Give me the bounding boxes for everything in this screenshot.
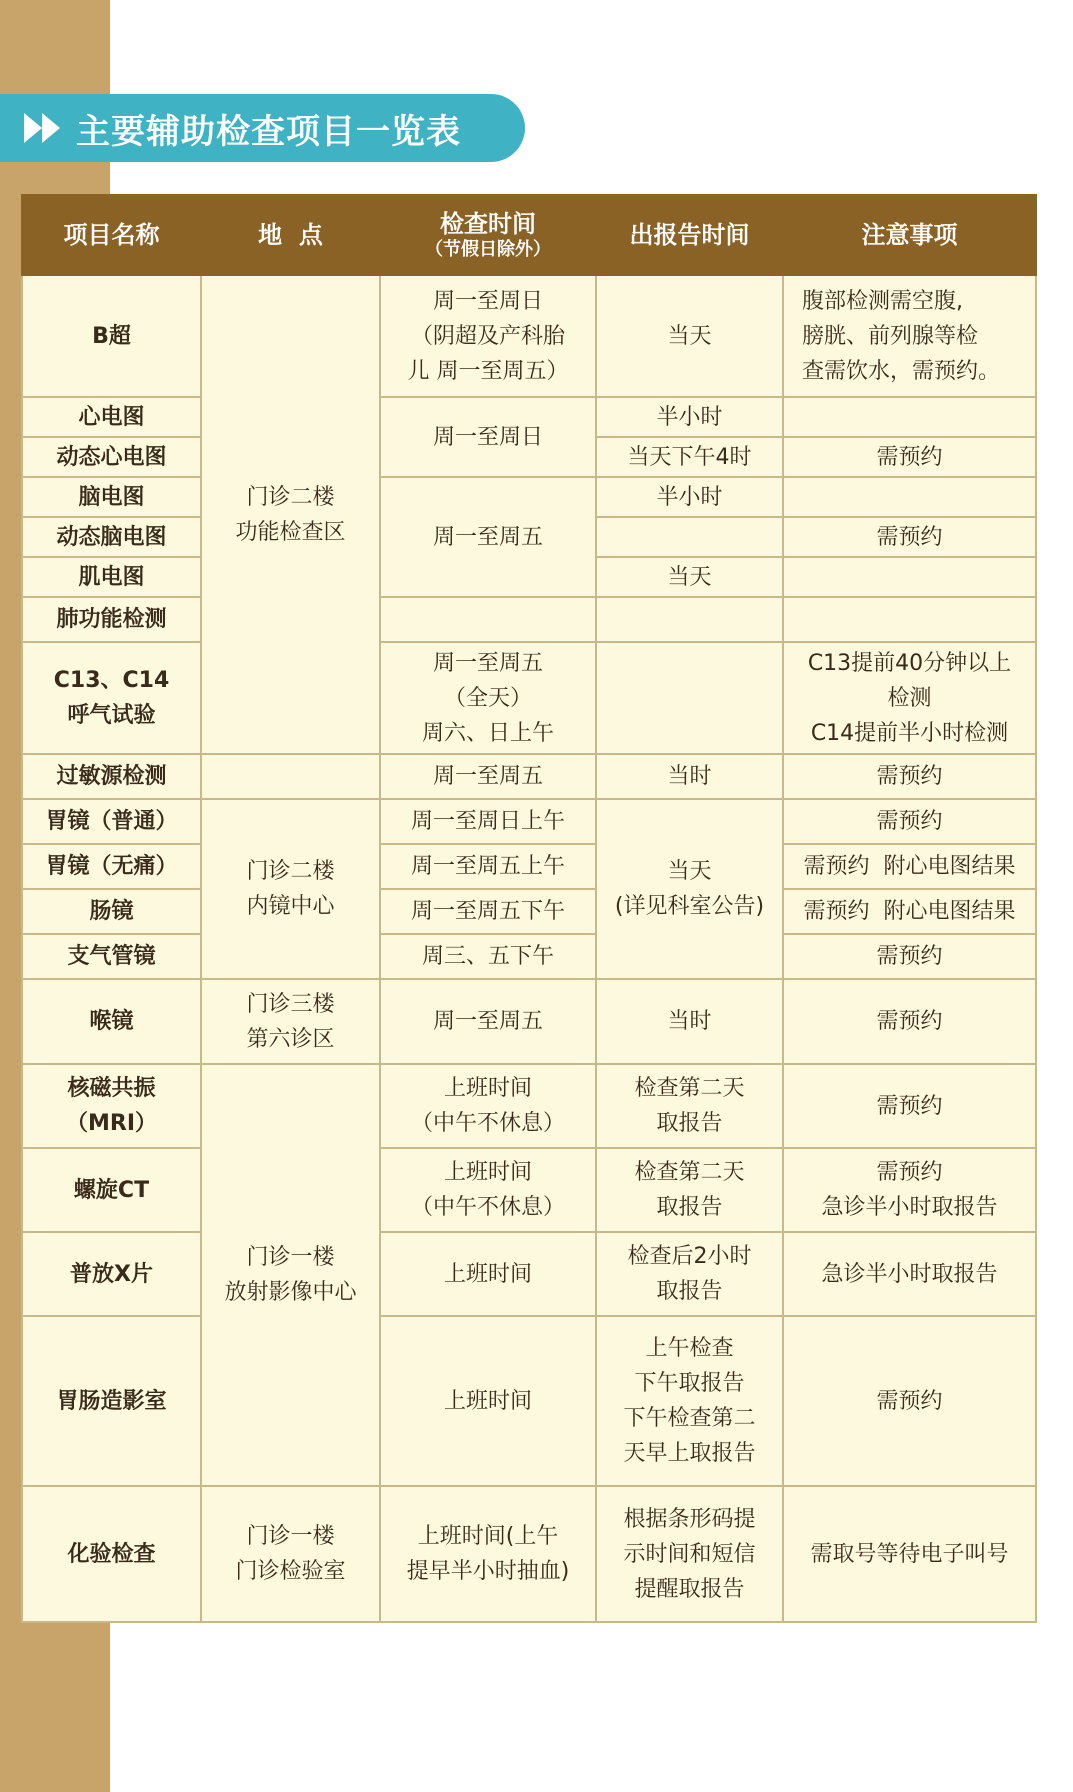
cell-name: 过敏源检测 xyxy=(22,754,201,799)
cell-notes: 需预约 附心电图结果 xyxy=(783,844,1036,889)
cell-name: 肺功能检测 xyxy=(22,597,201,642)
cell-report: 当时 xyxy=(596,754,783,799)
cell-report: 当天 xyxy=(596,275,783,397)
cell-report-merged: 当天 (详见科室公告) xyxy=(596,799,783,979)
cell-time-merged: 周一至周日 xyxy=(380,397,596,477)
header-notes: 注意事项 xyxy=(783,195,1036,275)
cell-name: 脑电图 xyxy=(22,477,201,517)
cell-name: 心电图 xyxy=(22,397,201,437)
cell-time: 上班时间(上午 提早半小时抽血) xyxy=(380,1486,596,1622)
cell-time: 周一至周日上午 xyxy=(380,799,596,844)
cell-name: 核磁共振 （MRI） xyxy=(22,1064,201,1148)
cell-notes xyxy=(783,557,1036,597)
cell-notes: 需预约 附心电图结果 xyxy=(783,889,1036,934)
cell-report xyxy=(596,597,783,642)
cell-location-merged: 门诊一楼 放射影像中心 xyxy=(201,1064,380,1486)
cell-name: 动态心电图 xyxy=(22,437,201,477)
double-arrow-icon xyxy=(22,111,66,145)
cell-time: 周一至周五 xyxy=(380,979,596,1064)
cell-notes: 急诊半小时取报告 xyxy=(783,1232,1036,1316)
cell-notes: C13提前40分钟以上 检测 C14提前半小时检测 xyxy=(783,642,1036,754)
cell-notes: 需预约 急诊半小时取报告 xyxy=(783,1148,1036,1232)
title-banner xyxy=(0,94,525,162)
table-row xyxy=(22,275,1036,397)
cell-name: 螺旋CT xyxy=(22,1148,201,1232)
cell-name: B超 xyxy=(22,275,201,397)
table-row xyxy=(22,754,1036,799)
table-row xyxy=(22,597,1036,642)
cell-notes: 需预约 xyxy=(783,799,1036,844)
cell-report: 当时 xyxy=(596,979,783,1064)
cell-report xyxy=(596,517,783,557)
cell-location: 门诊一楼 门诊检验室 xyxy=(201,1486,380,1622)
cell-time: 上班时间 xyxy=(380,1316,596,1486)
table-row xyxy=(22,1486,1036,1622)
cell-report: 上午检查 下午取报告 下午检查第二 天早上取报告 xyxy=(596,1316,783,1486)
cell-time: 上班时间 （中午不休息） xyxy=(380,1064,596,1148)
cell-time: 周一至周五下午 xyxy=(380,889,596,934)
table-row xyxy=(22,979,1036,1064)
cell-location-merged: 门诊二楼 内镜中心 xyxy=(201,799,380,979)
cell-name: C13、C14 呼气试验 xyxy=(22,642,201,754)
cell-notes xyxy=(783,397,1036,437)
cell-notes xyxy=(783,477,1036,517)
cell-time: 上班时间 xyxy=(380,1232,596,1316)
cell-notes: 需预约 xyxy=(783,934,1036,979)
cell-notes: 需取号等待电子叫号 xyxy=(783,1486,1036,1622)
cell-report: 当天下午4时 xyxy=(596,437,783,477)
cell-time: 周三、五下午 xyxy=(380,934,596,979)
cell-notes: 需预约 xyxy=(783,754,1036,799)
cell-time-merged: 周一至周五 xyxy=(380,477,596,597)
cell-time: 周一至周日 （阴超及产科胎 儿 周一至周五） xyxy=(380,275,596,397)
cell-report: 当天 xyxy=(596,557,783,597)
cell-name: 肠镜 xyxy=(22,889,201,934)
cell-name: 胃镜（无痛） xyxy=(22,844,201,889)
header-time: 检查时间 （节假日除外） xyxy=(380,195,596,275)
cell-notes: 需预约 xyxy=(783,517,1036,557)
cell-location xyxy=(201,754,380,799)
cell-name: 喉镜 xyxy=(22,979,201,1064)
header-location: 地 点 xyxy=(201,195,380,275)
header-name: 项目名称 xyxy=(22,195,201,275)
table-row xyxy=(22,799,1036,844)
cell-time xyxy=(380,597,596,642)
cell-notes: 腹部检测需空腹, 膀胱、前列腺等检 查需饮水，需预约。 xyxy=(783,275,1036,397)
table-row xyxy=(22,1064,1036,1148)
cell-name: 普放X片 xyxy=(22,1232,201,1316)
cell-time: 周一至周五 （全天） 周六、日上午 xyxy=(380,642,596,754)
cell-notes: 需预约 xyxy=(783,979,1036,1064)
page-title: 主要辅助检查项目一览表 xyxy=(76,111,461,152)
table-row xyxy=(22,1232,1036,1316)
cell-report xyxy=(596,642,783,754)
header-time-note: （节假日除外） xyxy=(425,239,551,260)
cell-report: 检查第二天 取报告 xyxy=(596,1148,783,1232)
cell-name: 胃肠造影室 xyxy=(22,1316,201,1486)
cell-report: 检查第二天 取报告 xyxy=(596,1064,783,1148)
table-row xyxy=(22,889,1036,934)
cell-time: 上班时间 （中午不休息） xyxy=(380,1148,596,1232)
cell-notes: 需预约 xyxy=(783,1316,1036,1486)
cell-notes: 需预约 xyxy=(783,1064,1036,1148)
cell-name: 胃镜（普通） xyxy=(22,799,201,844)
table-header-row xyxy=(22,195,1036,275)
header-report: 出报告时间 xyxy=(596,195,783,275)
table-row xyxy=(22,397,1036,437)
cell-location-merged: 门诊二楼 功能检查区 xyxy=(201,275,380,754)
table-row xyxy=(22,1148,1036,1232)
cell-notes: 需预约 xyxy=(783,437,1036,477)
table-row xyxy=(22,477,1036,517)
cell-notes xyxy=(783,597,1036,642)
cell-name: 肌电图 xyxy=(22,557,201,597)
cell-report: 半小时 xyxy=(596,477,783,517)
exam-schedule-table xyxy=(21,194,1037,1623)
cell-name: 化验检查 xyxy=(22,1486,201,1622)
table-row xyxy=(22,844,1036,889)
table-row xyxy=(22,642,1036,754)
cell-time: 周一至周五 xyxy=(380,754,596,799)
cell-name: 动态脑电图 xyxy=(22,517,201,557)
cell-report: 半小时 xyxy=(596,397,783,437)
cell-report: 根据条形码提 示时间和短信 提醒取报告 xyxy=(596,1486,783,1622)
cell-name: 支气管镜 xyxy=(22,934,201,979)
cell-time: 周一至周五上午 xyxy=(380,844,596,889)
cell-report: 检查后2小时 取报告 xyxy=(596,1232,783,1316)
cell-location: 门诊三楼 第六诊区 xyxy=(201,979,380,1064)
table-row xyxy=(22,1316,1036,1486)
table-row xyxy=(22,934,1036,979)
